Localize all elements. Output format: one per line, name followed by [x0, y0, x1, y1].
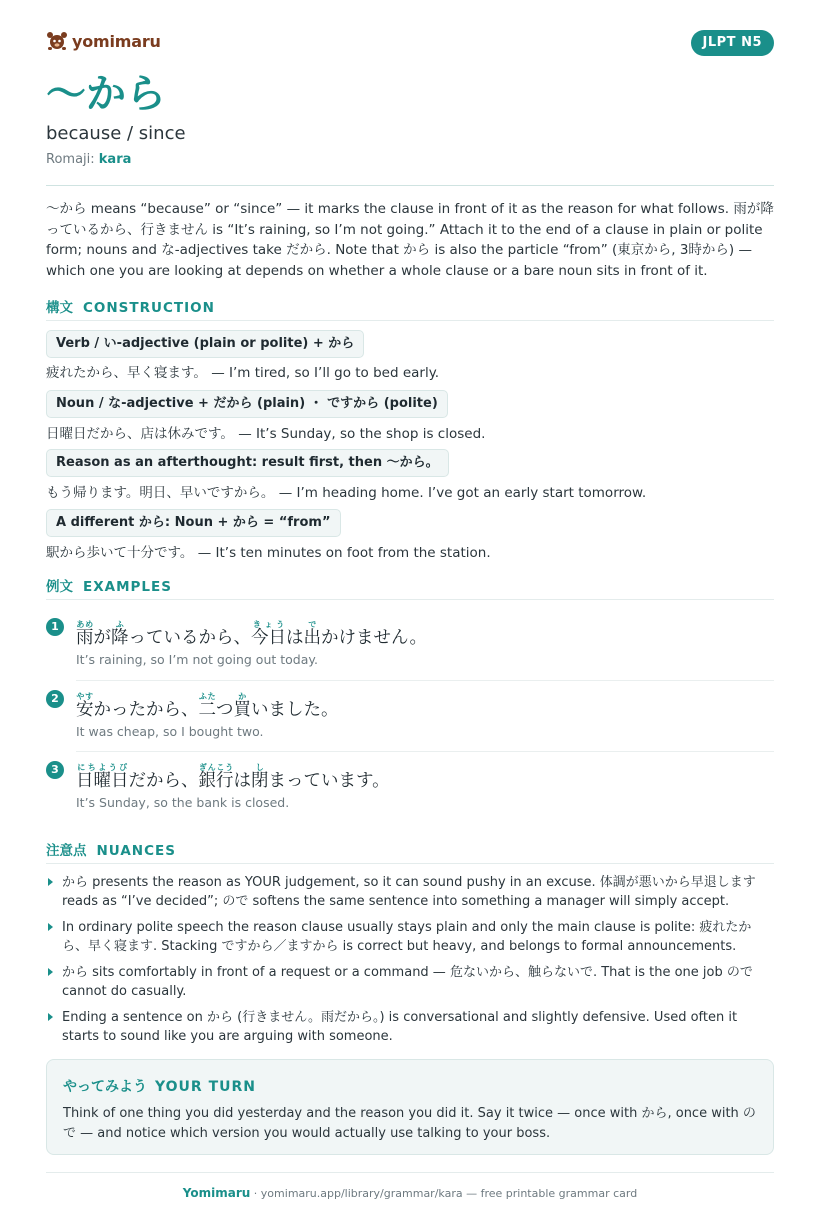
- bullet-icon: [48, 968, 53, 976]
- example-translation: It was cheap, so I bought two.: [76, 724, 264, 739]
- nuances-heading: [46, 839, 774, 864]
- footer: [46, 1186, 774, 1200]
- footer-brand[interactable]: Yomimaru: [182, 1186, 251, 1200]
- pattern-example: 日曜日だから、店は休みです。 — It’s Sunday, so the shop is closed.: [46, 426, 486, 442]
- example-number: 3: [46, 761, 64, 779]
- examples-heading: [46, 575, 774, 600]
- divider: [46, 185, 774, 186]
- example-japanese: 安やすかったから、二ふたつ買かいました。: [76, 692, 339, 720]
- romaji-line: [46, 152, 131, 167]
- bullet-icon: [48, 1013, 53, 1021]
- list-item: Ending a sentence on から (行きません。雨だから。) is conversational and slightly defensive. Used often it starts to sound like you are arguing with someone.: [46, 1008, 774, 1046]
- your-turn-heading: [63, 1076, 757, 1096]
- pattern-chip: Noun / な-adjective + だから (plain) ・ ですから (polite): [46, 390, 448, 418]
- list-item: から sits comfortably in front of a request or a command — 危ないから、触らないで. That is the one job ので cannot do casually.: [46, 963, 774, 1001]
- pattern-chip: A different から: Noun + から = “from”: [46, 509, 341, 537]
- list-item: から presents the reason as YOUR judgement, so it can sound pushy in an excuse. 体調が悪いから早退します reads as “I’ve decided”; ので softens the same sentence into something a manager will simply accept.: [46, 873, 774, 911]
- your-turn-box: [46, 1059, 774, 1155]
- pattern-chip: Verb / い-adjective (plain or polite) + から: [46, 330, 364, 358]
- example-japanese: 日曜日にちようびだから、銀行ぎんこうは閉しまっています。: [76, 763, 390, 791]
- footer-text: · yomimaru.app/library/grammar/kara — free printable grammar card: [250, 1187, 638, 1200]
- intro-paragraph: 〜から means “because” or “since” — it marks the clause in front of it as the reason for what follows. 雨が降っているから、行きません is “It’s raining, so I’m not going.” Attach it to the end of a clause in plain or polite form; nouns and な-adjectives take だから. Note that から is also the particle “from” (東京から, 3時から) — which one you are looking at depends on whether a whole clause or a bare noun sits in front of it.: [46, 201, 774, 279]
- mascot-icon: [46, 30, 68, 52]
- construction-heading-en: CONSTRUCTION: [83, 300, 215, 316]
- grammar-meaning: because / since: [46, 123, 186, 144]
- header: [46, 30, 774, 58]
- list-item: In ordinary polite speech the reason clause usually stays plain and only the main clause is polite: 疲れたから、早く寝ます. Stacking ですから／ますから is correct but heavy, and belongs to formal announcements.: [46, 918, 774, 956]
- your-turn-heading-jp: やってみよう: [63, 1079, 147, 1095]
- examples-heading-en: EXAMPLES: [83, 579, 172, 595]
- romaji-value: kara: [98, 152, 132, 167]
- divider: [46, 1172, 774, 1173]
- bullet-icon: [48, 878, 53, 886]
- nuances-heading-jp: 注意点: [46, 843, 87, 859]
- logo-text: yomimaru: [72, 31, 161, 51]
- example-item: [46, 678, 774, 750]
- example-item: [46, 606, 774, 678]
- nuances-heading-en: NUANCES: [96, 843, 176, 859]
- example-item: [46, 749, 774, 821]
- example-number: 2: [46, 690, 64, 708]
- jlpt-level-badge: JLPT N5: [691, 30, 774, 56]
- example-translation: It’s raining, so I’m not going out today.: [76, 652, 318, 667]
- your-turn-heading-en: YOUR TURN: [155, 1079, 256, 1095]
- pattern-example: 駅から歩いて十分です。 — It’s ten minutes on foot from the station.: [46, 545, 491, 561]
- examples-heading-jp: 例文: [46, 579, 73, 595]
- example-number: 1: [46, 618, 64, 636]
- nuance-list: [46, 873, 774, 1053]
- example-japanese: 雨あめが降ふっているから、今日きょうは出でかけません。: [76, 620, 428, 648]
- bullet-icon: [48, 923, 53, 931]
- pattern-chip: Reason as an afterthought: result first, then 〜から。: [46, 449, 449, 477]
- construction-heading-jp: 構文: [46, 300, 73, 316]
- pattern-example: 疲れたから、早く寝ます。 — I’m tired, so I’ll go to bed early.: [46, 365, 440, 381]
- grammar-title: 〜から: [46, 71, 166, 117]
- logo[interactable]: [46, 30, 161, 52]
- example-translation: It’s Sunday, so the bank is closed.: [76, 795, 290, 810]
- construction-heading: [46, 296, 774, 321]
- pattern-example: もう帰ります。明日、早いですから。 — I’m heading home. I’ve got an early start tomorrow.: [46, 485, 647, 501]
- your-turn-body: Think of one thing you did yesterday and the reason you did it. Say it twice — once with から, once with ので — and notice which version you would actually use talking to your boss.: [63, 1106, 756, 1141]
- romaji-label: Romaji:: [46, 152, 95, 167]
